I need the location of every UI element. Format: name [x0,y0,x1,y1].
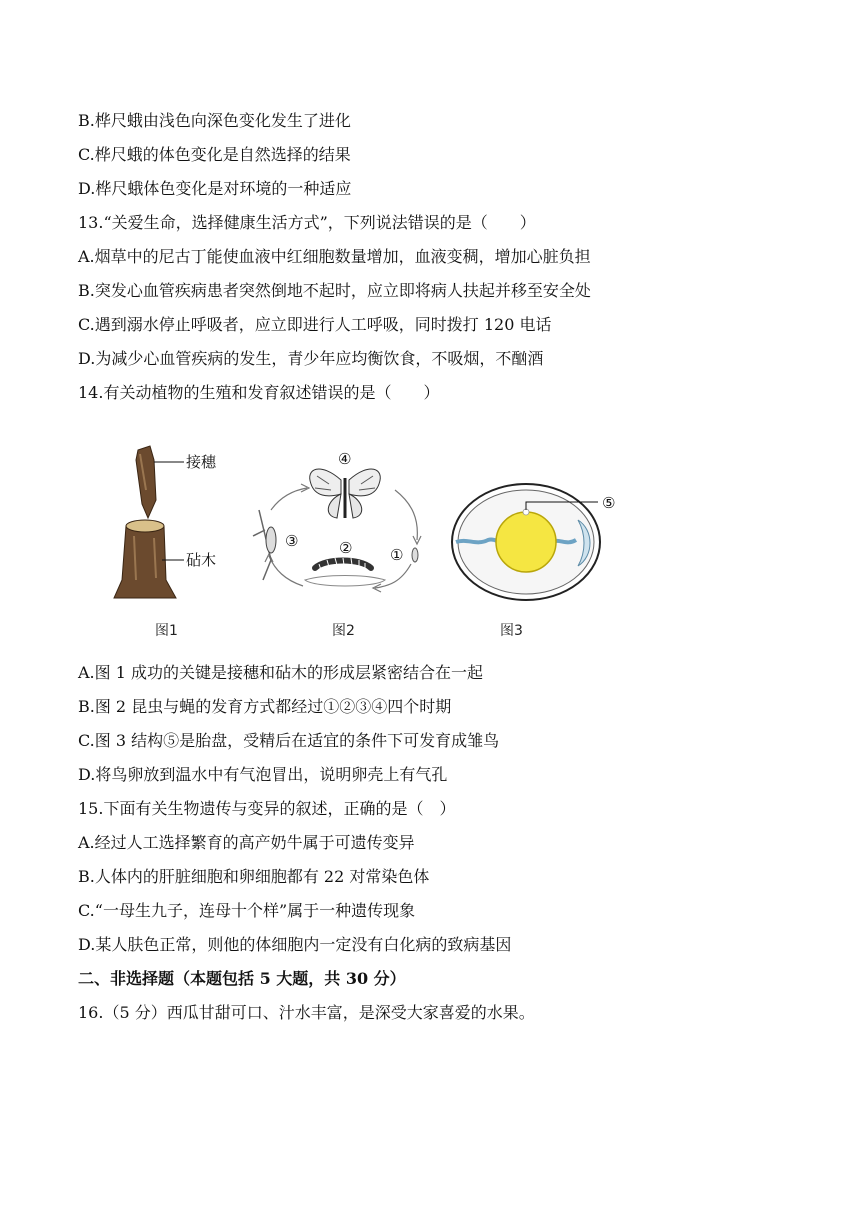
larva-icon [305,558,385,586]
option-14b: B.图 2 昆虫与蝇的发育方式都经过①②③④四个时期 [78,697,452,716]
option-13d: D.为减少心血管疾病的发生，青少年应均衡饮食，不吸烟，不酗酒 [78,349,544,368]
figure-3-egg [448,480,628,610]
label-scion: 接穗 [186,453,217,471]
option-15d: D.某人肤色正常，则他的体细胞内一定没有白化病的致病基因 [78,935,512,954]
yolk [496,512,556,572]
figure-1-grafting [110,440,250,610]
option-15a: A.经过人工选择繁育的高产奶牛属于可遗传变异 [78,833,415,852]
label-stage-2: ② [339,539,353,557]
section-heading: 二、非选择题（本题包括 5 大题，共 30 分） [78,969,406,988]
figure-3-caption: 图3 [500,623,523,639]
option-14c: C.图 3 结构⑤是胎盘，受精后在适宜的条件下可发育成雏鸟 [78,731,500,750]
butterfly-icon [310,469,381,518]
figure-2-caption: 图2 [332,623,355,639]
question-15: 15.下面有关生物遗传与变异的叙述，正确的是（ ） [78,799,456,818]
pupa-icon [253,510,276,580]
option-15b: B.人体内的肝脏细胞和卵细胞都有 22 对常染色体 [78,867,430,886]
question-16: 16.（5 分）西瓜甘甜可口、汁水丰富，是深受大家喜爱的水果。 [78,1003,535,1022]
stock-shape [114,526,176,598]
option-12d: D.桦尺蛾体色变化是对环境的一种适应 [78,179,352,198]
option-13b: B.突发心血管疾病患者突然倒地不起时，应立即将病人扶起并移至安全处 [78,281,591,300]
option-12c: C.桦尺蛾的体色变化是自然选择的结果 [78,145,351,164]
option-14d: D.将鸟卵放到温水中有气泡冒出，说明卵壳上有气孔 [78,765,448,784]
scion-shape [136,446,156,518]
figure-1-caption: 图1 [155,623,178,639]
question-14: 14.有关动植物的生殖和发育叙述错误的是（ ） [78,383,440,402]
option-12b: B.桦尺蛾由浅色向深色变化发生了进化 [78,111,351,130]
figure-2-life-cycle [245,440,435,610]
label-stage-4: ④ [338,450,352,468]
label-stage-3: ③ [285,532,299,550]
label-stock: 砧木 [186,551,217,569]
option-13c: C.遇到溺水停止呼吸者，应立即进行人工呼吸，同时拨打 120 电话 [78,315,552,334]
option-15c: C.“一母生九子，连母十个样”属于一种遗传现象 [78,901,416,920]
label-stage-1: ① [390,546,404,564]
option-13a: A.烟草中的尼古丁能使血液中红细胞数量增加，血液变稠，增加心脏负担 [78,247,591,266]
option-14a: A.图 1 成功的关键是接穗和砧木的形成层紧密结合在一起 [78,663,483,682]
egg-icon [412,548,418,562]
label-structure-5: ⑤ [602,494,616,512]
question-13: 13.“关爱生命，选择健康生活方式”，下列说法错误的是（ ） [78,213,536,232]
